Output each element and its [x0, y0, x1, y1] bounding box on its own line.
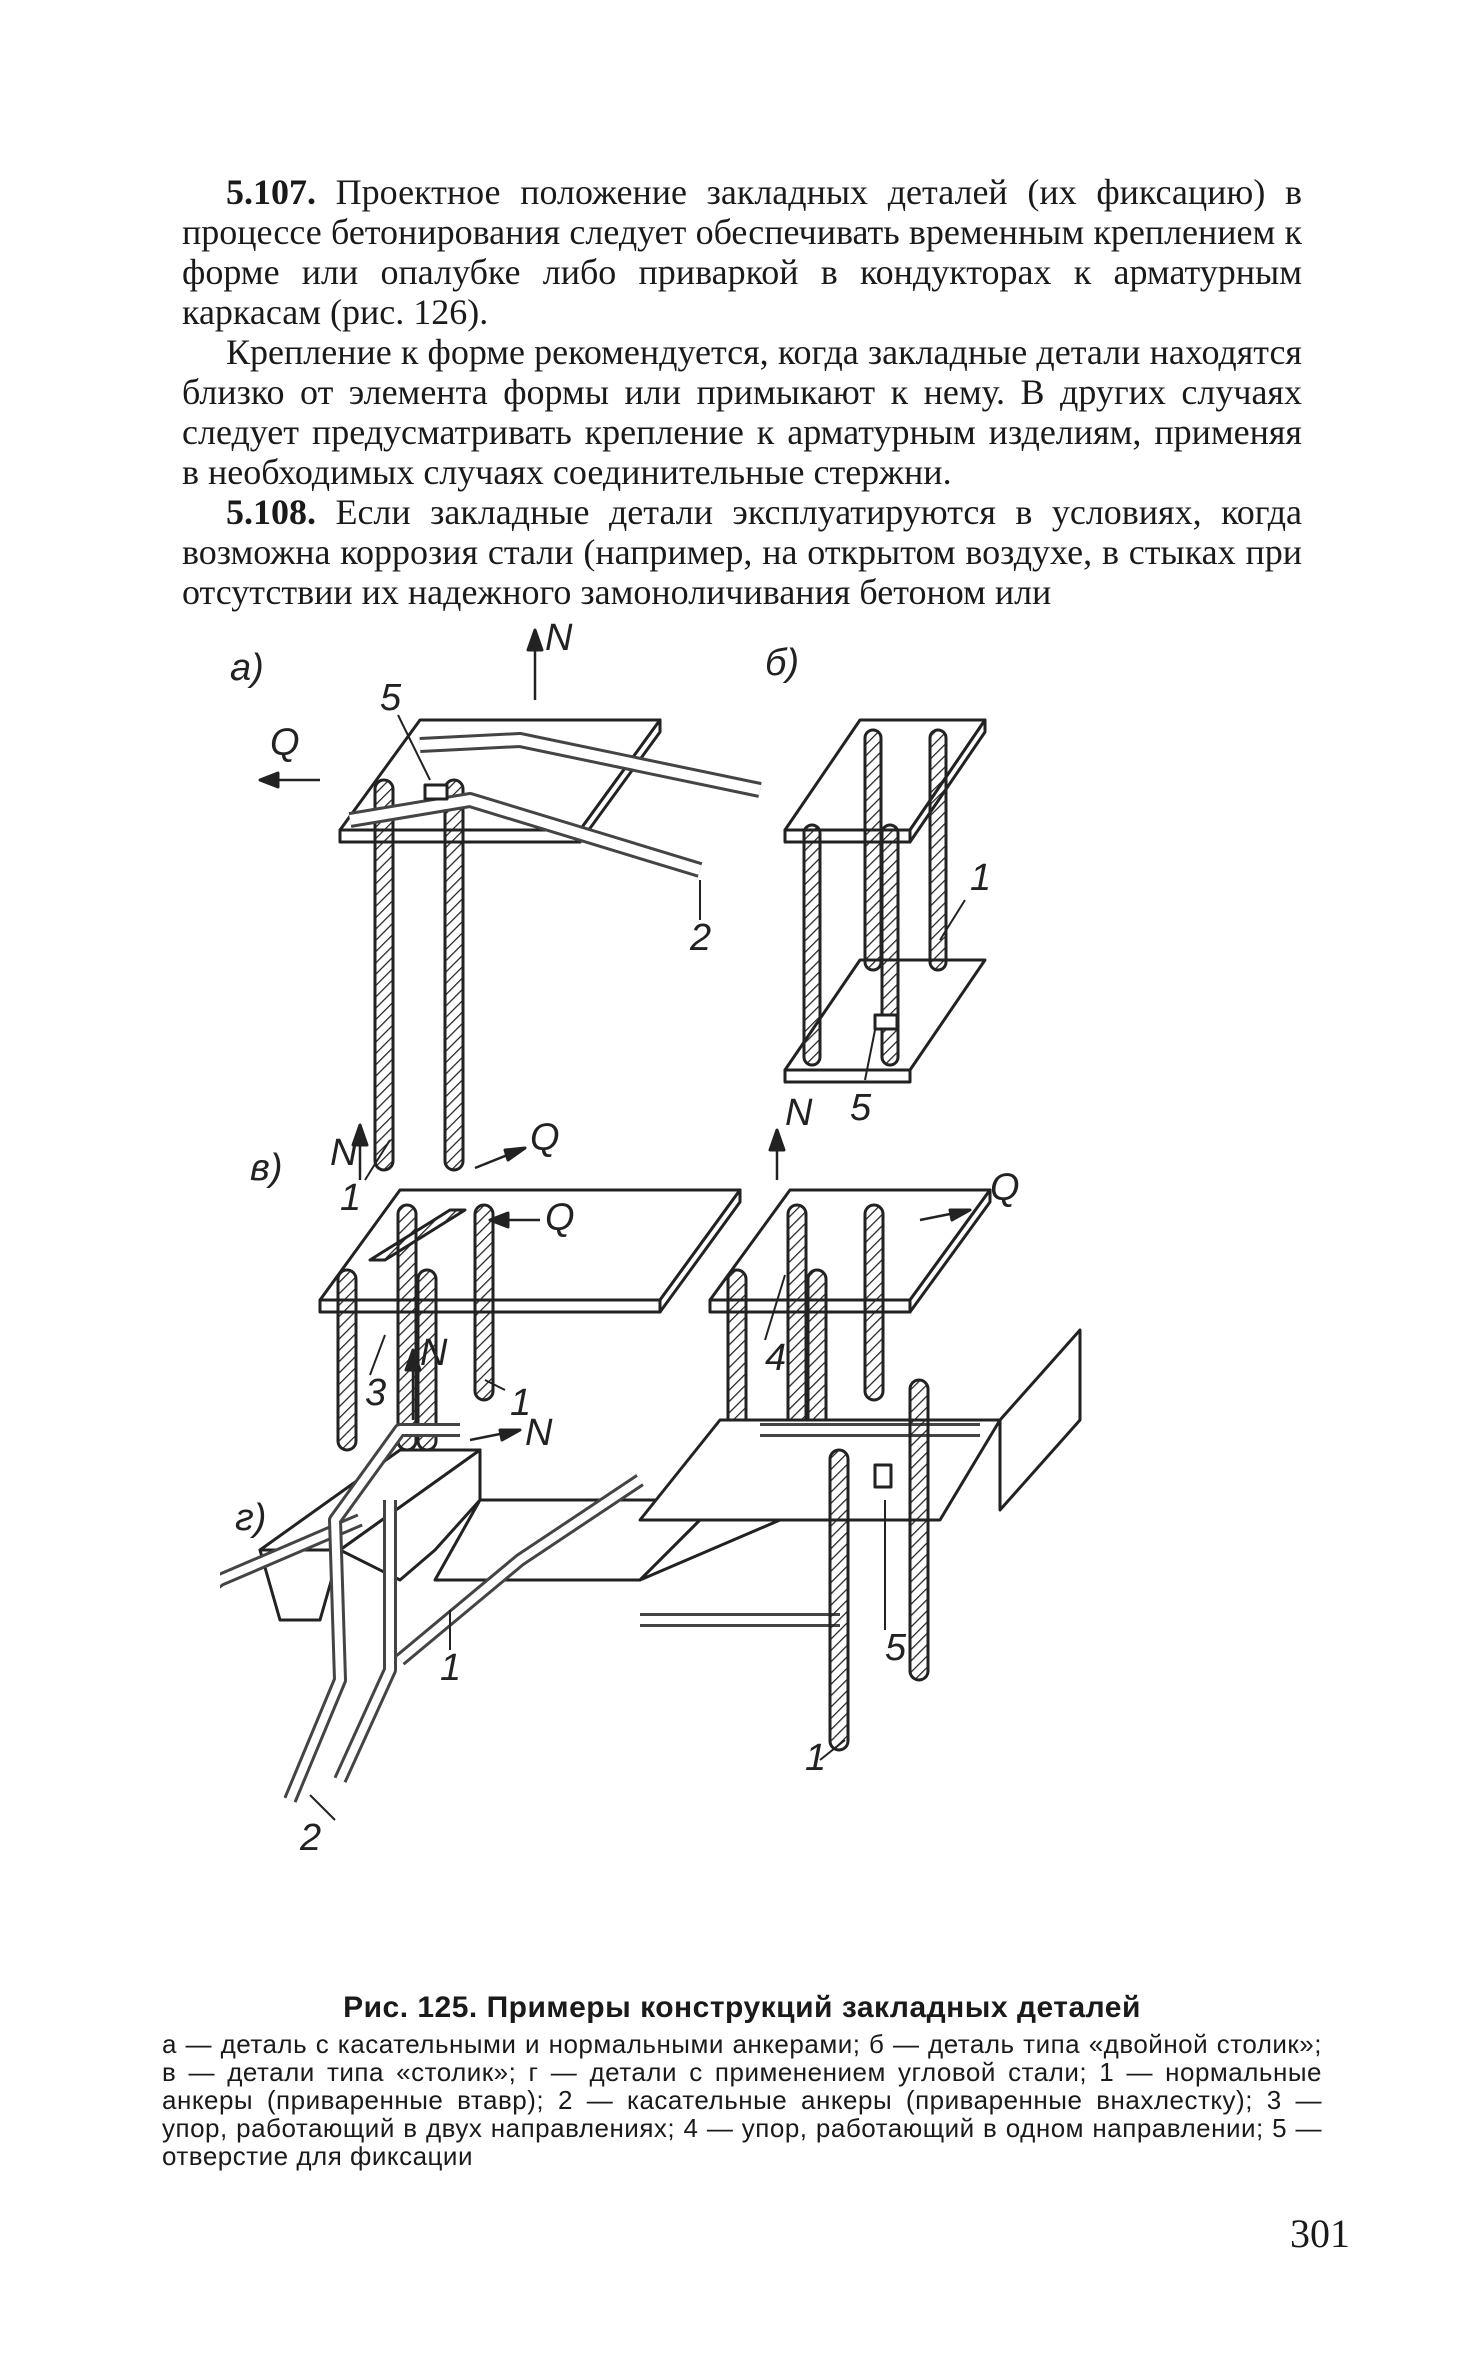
label-v: в)	[250, 1147, 283, 1189]
label-1-a: 1	[340, 1177, 362, 1219]
label-N-v: N	[330, 1132, 358, 1174]
caption-title: Рис. 125. Примеры конструкций закладных деталей	[343, 1991, 1141, 2024]
label-2-a: 2	[690, 917, 712, 959]
label-Q-v2: Q	[545, 1197, 575, 1239]
body-text	[182, 172, 1302, 612]
label-a: а)	[230, 647, 264, 689]
label-N-g1: N	[420, 1332, 448, 1374]
label-1-v: 1	[510, 1382, 532, 1424]
paragraph-5-108: 5.108. Если закладные детали эксплуатируются в условиях, когда возможна коррозия стали (например, на открытом воздухе, в стыках при отсутствии их надежного замоноличивания бетоном или	[182, 492, 1302, 612]
label-b: б)	[765, 642, 800, 684]
label-2-g: 2	[300, 1817, 322, 1859]
label-Q-a: Q	[270, 722, 300, 764]
label-5-b: 5	[850, 1087, 872, 1129]
label-5-g: 5	[885, 1627, 907, 1669]
paragraph-fastening: Крепление к форме рекомендуется, когда закладные детали находятся близко от элемента формы или примыкают к нему. В других случаях следует предусматривать крепление к арматурным изделиям, применяя в необходимых случаях соединительные стержни.	[182, 332, 1302, 492]
figure-125	[220, 620, 1320, 1960]
label-1-b: 1	[970, 857, 992, 899]
label-Q-v1: Q	[530, 1117, 560, 1159]
label-1-g: 1	[440, 1647, 462, 1689]
label-5-a: 5	[380, 677, 402, 719]
label-N-g2: N	[525, 1412, 553, 1454]
label-1-g2: 1	[805, 1737, 827, 1779]
caption-body: а — деталь с касательными и нормальными анкерами; б — деталь типа «двойной столик»; в — детали типа «столик»; г — детали с применением угловой стали; 1 — нормальные анкеры (приваренные втавр); 2 — касательные анкеры (приваренные внахлестку); 3 — упор, работающий в двух направлениях; 4 — упор, работающий в одном направлении; 5 — отверстие для фиксации	[162, 2029, 1322, 2171]
label-N-d: N	[785, 1092, 813, 1134]
figure-b	[785, 720, 985, 1082]
page-number: 301	[1290, 2211, 1350, 2256]
figure-d	[710, 1130, 990, 1455]
figure-caption	[162, 1990, 1322, 2170]
label-g: г)	[235, 1497, 267, 1539]
label-Q-d: Q	[990, 1167, 1020, 1209]
figure-a	[260, 630, 760, 1180]
label-3: 3	[365, 1372, 387, 1414]
label-4: 4	[765, 1337, 787, 1379]
paragraph-5-107: 5.107. Проектное положение закладных деталей (их фиксацию) в процессе бетонирования следует обеспечивать временным креплением к форме или опалубке либо приваркой в кондукторах к арматурным каркасам (рис. 126).	[182, 172, 1302, 332]
label-N-a: N	[545, 620, 573, 659]
